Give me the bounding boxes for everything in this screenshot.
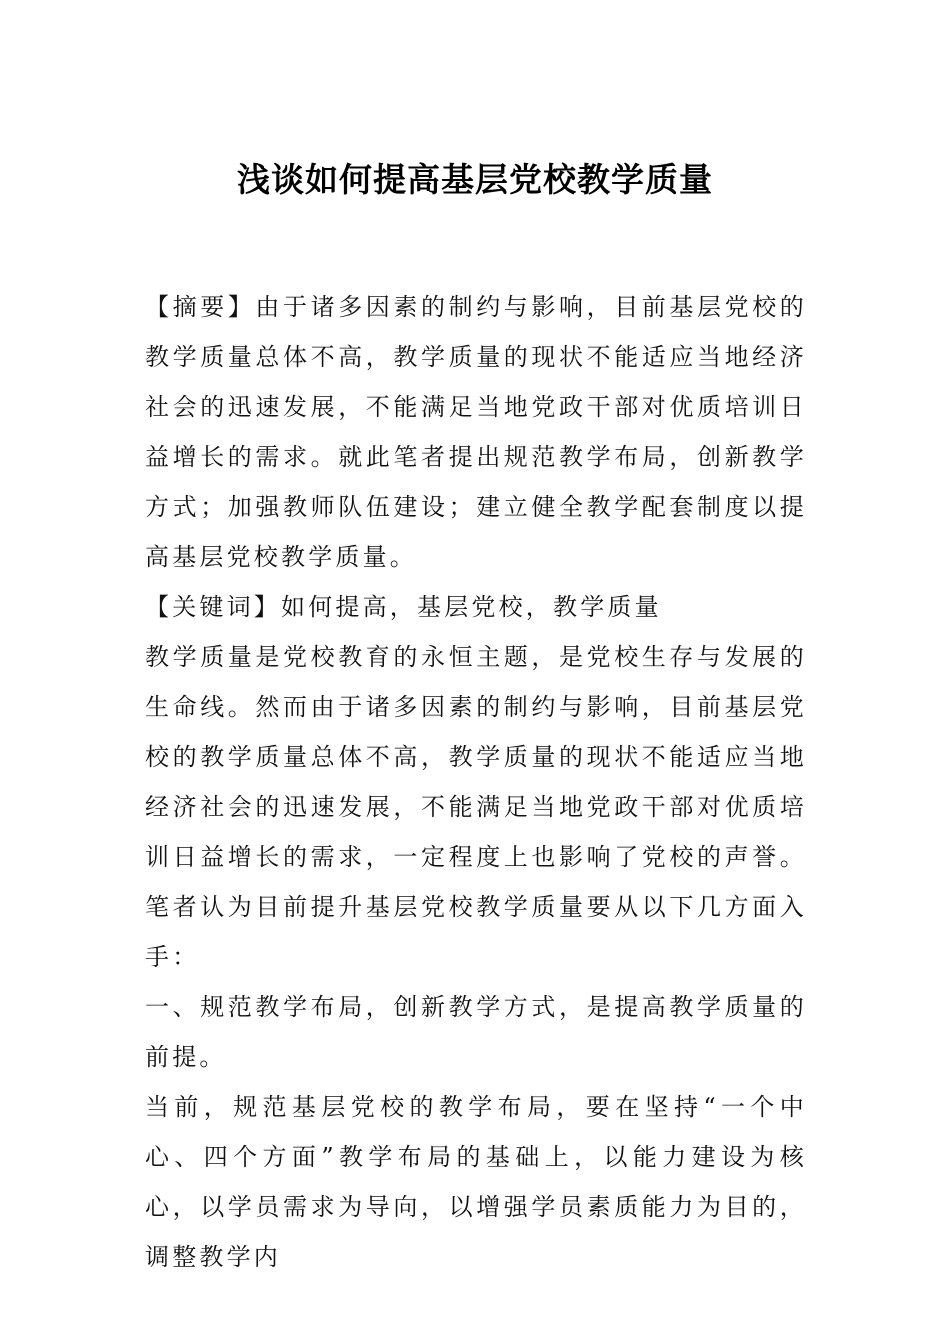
abstract-label: 【摘要】: [145, 293, 256, 321]
abstract-text: 由于诸多因素的制约与影响，目前基层党校的教学质量总体不高，教学质量的现状不能适应当地经济社会的迅速发展，不能满足当地党政干部对优质培训日益增长的需求。就此笔者提出规范教学布局，创新教学方式；加强教师队伍建设；建立健全教学配套制度以提高基层党校教学质量。: [145, 293, 807, 571]
body-paragraph-section-1: 当前，规范基层党校的教学布局，要在坚持“一个中心、四个方面”教学布局的基础上，以能力建设为核心，以学员需求为导向，以增强学员素质能力为目的，调整教学内: [145, 1093, 807, 1271]
document-body: [145, 282, 807, 1282]
abstract-paragraph: [145, 282, 807, 582]
keywords-paragraph: [145, 582, 807, 632]
section-heading-1: 一、规范教学布局，创新教学方式，是提高教学质量的前提。: [145, 993, 807, 1071]
keywords-text: 如何提高，基层党校，教学质量: [281, 593, 662, 621]
keywords-label: 【关键词】: [145, 593, 281, 621]
document-title: 浅谈如何提高基层党校教学质量: [237, 160, 713, 199]
body-paragraph-intro: 教学质量是党校教育的永恒主题，是党校生存与发展的生命线。然而由于诸多因素的制约与影响，目前基层党校的教学质量总体不高，教学质量的现状不能适应当地经济社会的迅速发展，不能满足当地党政干部对优质培训日益增长的需求，一定程度上也影响了党校的声誉。笔者认为目前提升基层党校教学质量要从以下几方面入手：: [145, 643, 807, 971]
